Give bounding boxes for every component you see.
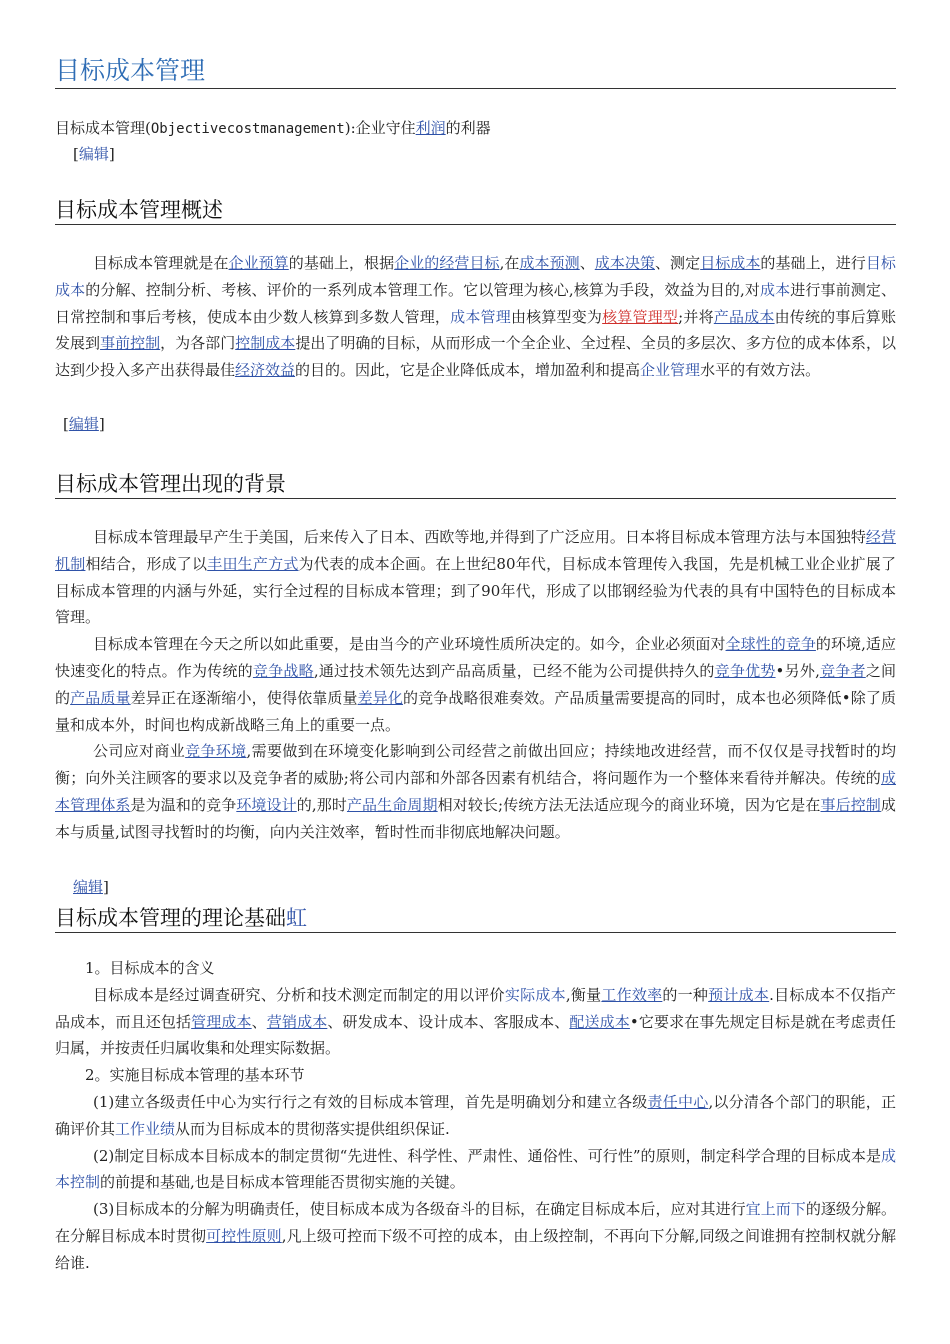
intro-english: Objectivecostmanagement [150,121,345,137]
inline-link[interactable]: 目标成本 [55,254,896,299]
edit-button[interactable]: 编辑 [73,878,104,896]
heading-tail-link[interactable]: 虹 [286,906,307,930]
text-run: 、测定 [655,254,701,272]
inline-link[interactable]: 目标成本 [700,254,761,272]
inline-link[interactable]: 实际成本 [504,985,566,1004]
item-title: 1。目标成本的含义 [85,959,215,977]
page-title: 目标成本管理 [55,55,896,89]
text-run: 目标成本管理就是在 [93,254,229,272]
inline-link[interactable]: 控制成本 [235,334,296,353]
inline-link[interactable]: 全球性的竞争 [725,635,816,654]
text-run: 公司应对商业 [93,742,186,761]
item-title: 2。实施目标成本管理的基本环节 [85,1066,305,1085]
edit-link-intro: [编辑] [73,145,115,163]
text-run: 从而为目标成本的贯彻落实提供组织保证. [175,1119,450,1138]
paragraph [55,524,896,631]
text-run: •它要求在事先规定目标是就在考虑责任归属，并按责任归属收集和处理实际数据。 [55,1012,896,1058]
text-run: ,在 [499,254,520,272]
text-run: 由核算型变为 [510,307,603,326]
text-run: 的一种 [662,985,709,1004]
intro-suffix: 的利器 [445,119,491,137]
inline-link[interactable]: 工作效率 [601,985,663,1004]
inline-link[interactable]: 差异化 [357,688,403,707]
text-run: 相结合，形成了以 [85,554,208,573]
text-run: 的环境,适应快速变化的特点。作为传统的 [55,635,896,680]
inline-link[interactable]: 核算管理型 [602,307,679,326]
paragraph [55,1196,896,1276]
text-run: 目标成本管理最早产生于美国，后来传入了日本、西欧等地,并得到了广泛应用。日本将目标成本管理方法与本国独特 [93,528,866,546]
inline-link[interactable]: 产品生命周期 [346,795,438,814]
heading-text: 目标成本管理的理论基础 [55,906,286,930]
text-run: (2)制定目标成本目标成本的制定贯彻“先进性、科学性、严肃性、通俗性、可行性”的原则，制定科学合理的目标成本是 [93,1146,881,1165]
inline-link[interactable]: 成本控制 [55,1146,896,1192]
edit-link-overview: [编辑] [63,415,105,433]
text-run: 进行事前测定、日常控制和事后考核，使成本由少数人核算到多数人管理， [55,280,896,326]
text-run: ;并将 [678,307,714,326]
text-run: 是为温和的竞争 [130,795,237,814]
text-run: 成本与质量,试图寻找暂时的均衡，向内关注效率，暂时性而非彻底地解决问题。 [55,795,896,841]
text-run: 相对较长;传统方法无法适应现今的商业环境，因为它是在 [437,795,821,814]
inline-link[interactable]: 事前控制 [100,334,161,353]
inline-link[interactable]: 产品质量 [70,688,131,707]
text-run: 为代表的成本企画。在上世纪80年代，目标成本管理传入我国，先是机械工业企业扩展了目标成本管理的内涵与外延，实行全过程的目标成本管理；到了90年代，形成了以邯钢经验为代表的具有中国特色的目标成本管理。 [55,554,896,627]
text-run: ,凡上级可控而下级不可控的成本，由上级控制，不再向下分解,同级之间谁拥有控制权就分解给谁. [55,1226,896,1272]
inline-link[interactable]: 成本管理体系 [55,769,896,814]
text-run: ,以分清各个部门的职能，正确评价其 [55,1092,896,1138]
inline-link[interactable]: 宜上而下 [745,1200,806,1219]
text-run: 目标成本是经过调查研究、分析和技术测定而制定的用以评价 [93,985,505,1004]
text-run: 差异正在逐渐缩小，使得依靠质量 [130,688,358,707]
text-run: (3)目标成本的分解为明确责任，使目标成本成为各级奋斗的目标，在确定目标成本后，应对其进行 [93,1200,746,1219]
text-run: 之间的 [55,661,896,707]
intro-middle: ):企业守住 [344,119,416,137]
inline-link[interactable]: 成本管理 [450,307,511,326]
inline-link[interactable]: 竞争者 [819,661,866,680]
text-run: 、 [579,254,595,272]
text-run: 提出了明确的目标，从而形成一个全企业、全过程、全员的多层次、多方位的成本体系，以达到少投入多产出获得最佳 [55,334,896,380]
edit-button[interactable]: 编辑 [78,145,109,163]
section-background-body [55,524,896,846]
inline-link[interactable]: 丰田生产方式 [207,554,299,573]
inline-link[interactable]: 成本 [760,280,791,299]
text-run: 的竞争战略很难奏效。产品质量需要提高的同时，成本也必须降低•除了质量和成本外，时间也构成新战略三角上的重要一点。 [55,688,896,734]
inline-link[interactable]: 预计成本 [708,985,770,1004]
text-run: 的基础上，根据 [288,254,395,272]
text-run: •另外, [775,661,820,680]
inline-link[interactable]: 管理成本 [191,1012,252,1031]
paragraph [55,1089,896,1143]
inline-link[interactable]: 可控性原则 [206,1226,282,1245]
inline-link[interactable]: 事后控制 [820,795,881,814]
text-run: 的分解、控制分析、考核、评价的一系列成本管理工作。它以管理为核心,核算为手段，效益为目的,对 [85,280,761,299]
inline-link[interactable]: 竞争优势 [714,661,776,680]
text-run: 水平的有效方法。 [700,361,821,380]
inline-link[interactable]: 责任中心 [647,1092,709,1111]
intro-line [55,118,491,139]
text-run: 、 [251,1012,267,1031]
inline-link[interactable]: 环境设计 [236,795,297,814]
section-overview-body [55,250,896,384]
paragraph [55,738,896,845]
paragraph [55,250,896,384]
section-heading-theory [55,904,896,933]
inline-link[interactable]: 产品成本 [713,307,775,326]
inline-link[interactable]: 企业管理 [640,361,701,380]
inline-link[interactable]: 经营机制 [55,528,896,573]
inline-link[interactable]: 企业预算 [228,254,289,272]
text-run: ,需要做到在环境变化影响到公司经营之前做出回应；持续地改进经营，而不仅仅是寻找暂时的均衡；向外关注顾客的要求以及竞争者的威胁;将公司内部和外部各因素有机结合，将问题作为一个整体来看待并解决。传统的 [55,742,896,788]
text-run: ，为各部门 [160,334,236,353]
section-heading-background: 目标成本管理出现的背景 [55,470,896,499]
text-run: 的,那时 [296,795,347,814]
paragraph [55,631,896,738]
inline-link[interactable]: 成本预测 [519,254,580,272]
intro-prefix: 目标成本管理( [55,119,151,137]
edit-button[interactable]: 编辑 [68,415,99,433]
paragraph [55,982,896,1062]
inline-link[interactable]: 经济效益 [235,361,296,380]
inline-link[interactable]: 工作业绩 [115,1119,176,1138]
text-run: 的基础上，进行 [760,254,866,272]
paragraph [55,1143,896,1197]
inline-link[interactable]: 竞争战略 [252,661,314,680]
inline-link[interactable]: 企业的经营目标 [394,254,500,272]
inline-link[interactable]: 竞争环境 [185,742,247,761]
text-run: 的目的。因此，它是企业降低成本，增加盈利和提高 [295,361,641,380]
text-run: 的前提和基础,也是目标成本管理能否贯彻实施的关键。 [100,1173,465,1192]
section-theory-body [55,955,896,1277]
link-profit[interactable]: 利润 [415,119,446,137]
inline-link[interactable]: 配送成本 [569,1012,630,1031]
text-run: 、研发成本、设计成本、客服成本、 [327,1012,570,1031]
text-run: .目标成本不仅指产品成本，而且还包括 [55,985,896,1031]
text-run: 的逐级分解。在分解目标成本时贯彻 [55,1200,896,1245]
text-run: (1)建立各级责任中心为实行行之有效的目标成本管理，首先是明确划分和建立各级 [93,1092,648,1111]
text-run: 目标成本管理在今天之所以如此重要，是由当今的产业环境性质所决定的。如今，企业必须面对 [93,635,726,654]
text-run: ,衡量 [565,985,602,1004]
text-run: 由传统的事后算账发展到 [55,307,896,353]
edit-link-background: 编辑] [73,878,109,896]
section-heading-overview: 目标成本管理概述 [55,196,896,225]
inline-link[interactable]: 营销成本 [266,1012,328,1031]
inline-link[interactable]: 成本决策 [594,254,655,272]
text-run: ,通过技术领先达到产品高质量，已经不能为公司提供持久的 [313,661,715,680]
